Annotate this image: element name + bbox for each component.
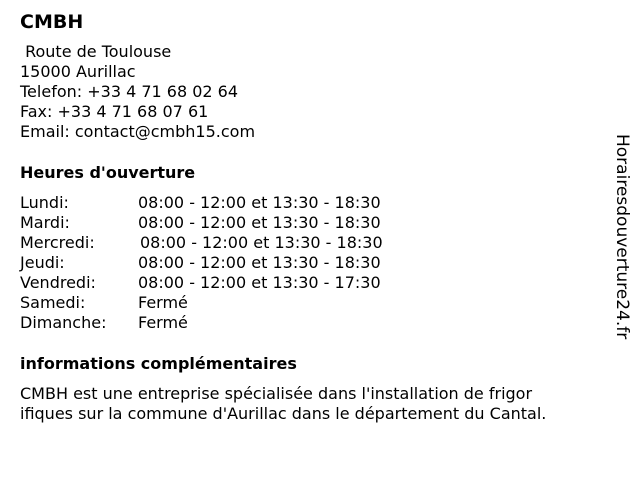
info-text-line-1: CMBH est une entreprise spécialisée dans l'installation de frigor bbox=[20, 384, 533, 403]
email-address: Email: contact@cmbh15.com bbox=[20, 122, 256, 141]
hours-heading: Heures d'ouverture bbox=[20, 163, 196, 182]
site-watermark: Horairesdouverture24.fr bbox=[612, 134, 632, 340]
hours-day: Mercredi: bbox=[20, 233, 95, 252]
hours-table bbox=[20, 193, 610, 333]
hours-day: Jeudi: bbox=[20, 253, 65, 272]
hours-row-samedi bbox=[20, 293, 610, 313]
fax-number: Fax: +33 4 71 68 07 61 bbox=[20, 102, 209, 121]
business-name: CMBH bbox=[20, 11, 84, 33]
phone-number: Telefon: +33 4 71 68 02 64 bbox=[20, 82, 239, 101]
hours-time: 08:00 - 12:00 et 13:30 - 18:30 bbox=[138, 193, 381, 212]
hours-time: 08:00 - 12:00 et 13:30 - 18:30 bbox=[140, 233, 383, 252]
hours-day: Lundi: bbox=[20, 193, 69, 212]
hours-time: 08:00 - 12:00 et 13:30 - 18:30 bbox=[138, 253, 381, 272]
hours-row-dimanche bbox=[20, 313, 610, 333]
address-line-1: Route de Toulouse bbox=[20, 42, 172, 61]
info-description bbox=[20, 384, 610, 424]
hours-row-mardi bbox=[20, 213, 610, 233]
info-text-line-2: ifiques sur la commune d'Aurillac dans le département du Cantal. bbox=[20, 404, 547, 423]
hours-day: Samedi: bbox=[20, 293, 86, 312]
hours-day: Dimanche: bbox=[20, 313, 107, 332]
hours-row-jeudi bbox=[20, 253, 610, 273]
hours-time: 08:00 - 12:00 et 13:30 - 18:30 bbox=[138, 213, 381, 232]
hours-time: Fermé bbox=[138, 293, 188, 312]
hours-row-lundi bbox=[20, 193, 610, 213]
business-card bbox=[20, 10, 610, 424]
hours-row-vendredi bbox=[20, 273, 610, 293]
info-heading: informations complémentaires bbox=[20, 354, 297, 373]
hours-time: Fermé bbox=[138, 313, 188, 332]
hours-day: Mardi: bbox=[20, 213, 70, 232]
hours-row-mercredi bbox=[20, 233, 610, 253]
address-line-2: 15000 Aurillac bbox=[20, 62, 136, 81]
hours-day: Vendredi: bbox=[20, 273, 96, 292]
hours-time: 08:00 - 12:00 et 13:30 - 17:30 bbox=[138, 273, 381, 292]
